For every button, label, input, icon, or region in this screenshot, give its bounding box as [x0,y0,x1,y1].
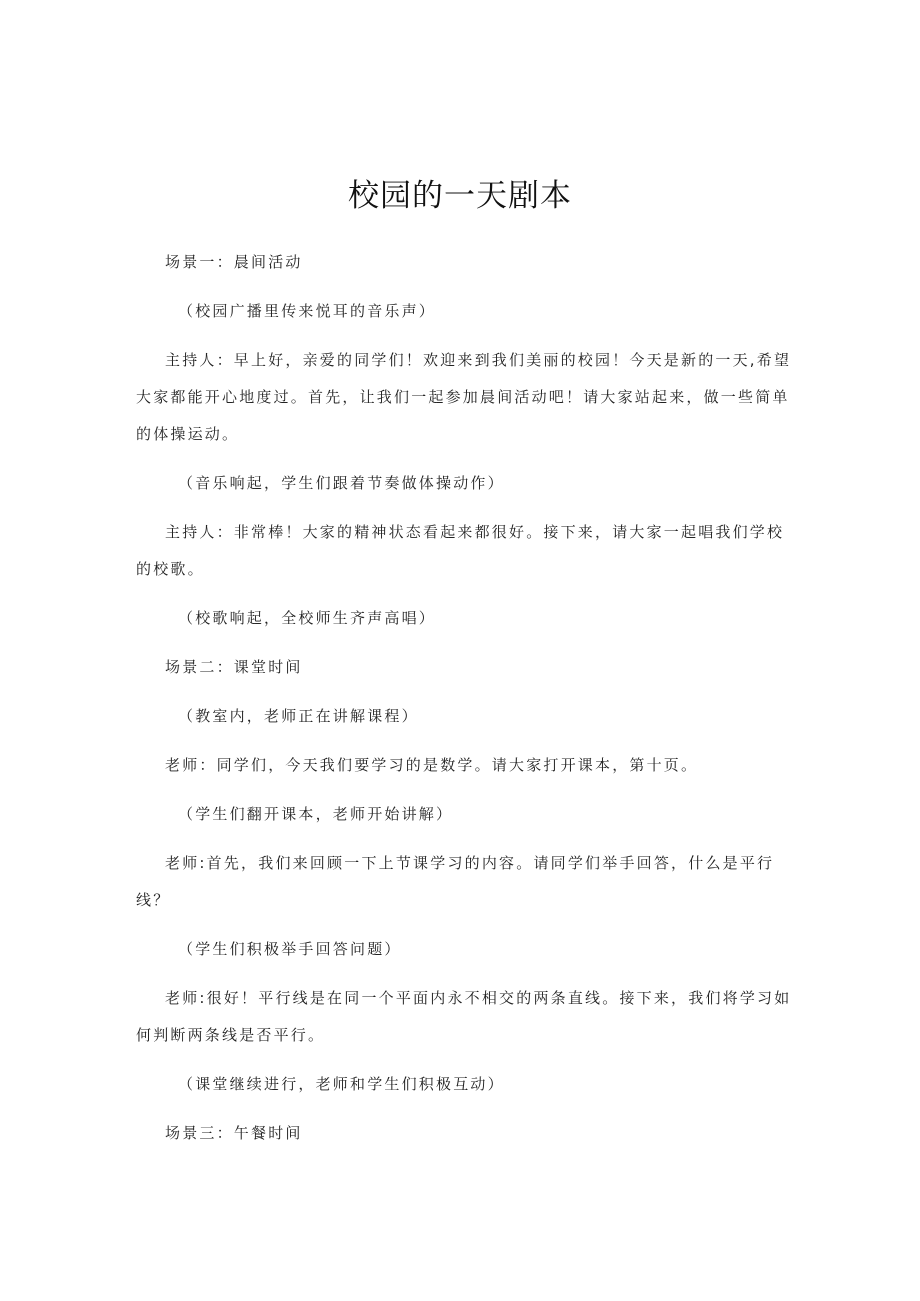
scene-heading: 场景一：晨间活动 [165,253,303,271]
scene-heading: 场景三：午餐时间 [165,1124,303,1142]
stage-direction: （音乐响起，学生们跟着节奏做体操动作） [178,474,505,492]
stage-direction: （校歌响起，全校师生齐声高唱） [178,609,437,627]
stage-direction: （校园广播里传来悦耳的音乐声） [178,302,437,320]
stage-direction: （教室内，老师正在讲解课程） [178,707,419,725]
dialogue-line: 老师:首先，我们来回顾一下上节课学习的内容。请同学们举手回答，什么是平行线？ [136,854,775,909]
document-title: 校园的一天剧本 [348,178,572,214]
dialogue-line: 老师:很好！平行线是在同一个平面内永不相交的两条直线。接下来，我们将学习如何判断两条线是否平行。 [136,989,792,1044]
dialogue-line: 主持人：非常棒！大家的精神状态看起来都很好。接下来，请大家一起唱我们学校的校歌。 [136,523,785,578]
dialogue-line: 老师：同学们，今天我们要学习的是数学。请大家打开课本，第十页。 [165,756,699,774]
stage-direction: （学生们翻开课本，老师开始讲解） [178,805,454,823]
document-body [136,244,796,1164]
stage-direction: （学生们积极举手回答问题） [178,940,402,958]
scene-heading: 场景二：课堂时间 [165,658,303,676]
stage-direction: （课堂继续进行，老师和学生们积极互动） [178,1075,505,1093]
dialogue-line: 主持人：早上好，亲爱的同学们！欢迎来到我们美丽的校园！今天是新的一天,希望大家都能开心地度过。首先，让我们一起参加晨间活动吧！请大家站起来，做一些简单的体操运动。 [136,351,792,443]
